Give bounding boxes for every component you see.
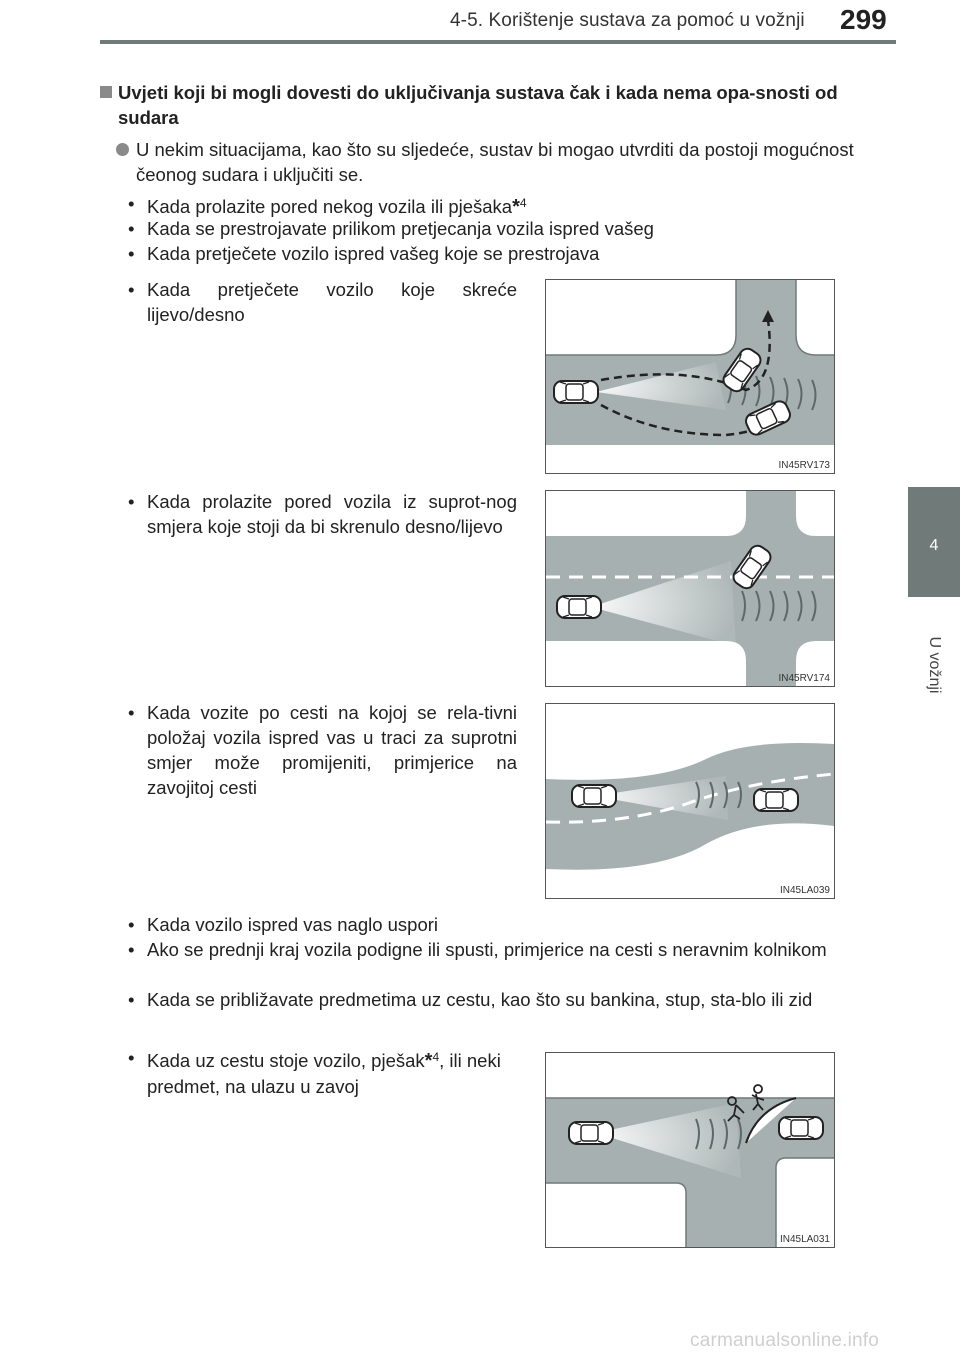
figure-overtaking-turning-vehicle bbox=[545, 279, 835, 474]
list-item-text: Kada pretječete vozilo koje skreće lijevo/desno bbox=[147, 279, 517, 325]
bullet: • bbox=[128, 1047, 135, 1068]
list-item-text: Ako se prednji kraj vozila podigne ili spusti, primjerice na cesti s neravnim kolnikom bbox=[147, 939, 827, 960]
list-item bbox=[128, 489, 517, 539]
bullet: • bbox=[128, 193, 135, 214]
road-illustration bbox=[546, 491, 834, 686]
page-number: 299 bbox=[840, 4, 887, 35]
square-bullet-icon bbox=[100, 86, 112, 98]
list-item-text: Kada vozite po cesti na kojoj se rela-tivni položaj vozila ispred vas u traci za suprotni smjer može promijeniti, primjerice na zavojitoj cesti bbox=[147, 702, 517, 798]
list-item-text: Kada prolazite pored vozila iz suprot-nog smjera koje stoji da bi skrenulo desno/lijevo bbox=[147, 491, 517, 537]
road-illustration bbox=[546, 280, 834, 473]
bullet: • bbox=[128, 279, 135, 300]
figure-code: IN45LA031 bbox=[779, 1234, 830, 1245]
list-item bbox=[128, 1045, 523, 1099]
bullet: • bbox=[128, 702, 135, 723]
list-item bbox=[128, 216, 868, 241]
round-bullet-icon bbox=[116, 143, 129, 156]
bullet: • bbox=[128, 243, 135, 264]
chapter-title-text: U vožnji bbox=[926, 636, 943, 694]
car-icon bbox=[569, 1122, 613, 1144]
road-illustration bbox=[546, 704, 834, 898]
footnote-star: * bbox=[512, 196, 520, 218]
list-item bbox=[128, 241, 868, 266]
intro-paragraph bbox=[116, 137, 870, 187]
watermark: carmanualsonline.info bbox=[690, 1330, 880, 1351]
section-reference: 4-5. Korištenje sustava za pomoć u vožnji bbox=[450, 10, 805, 31]
list-item-text: Kada uz cestu stoje vozilo, pješak bbox=[147, 1050, 425, 1071]
list-item-text: Kada se prestrojavate prilikom pretjecanja vozila ispred vašeg bbox=[147, 218, 654, 239]
figure-code: IN45LA039 bbox=[779, 885, 830, 896]
bullet: • bbox=[128, 939, 135, 960]
header-rule bbox=[100, 40, 896, 44]
figure-curved-road bbox=[545, 703, 835, 899]
footnote-star: * bbox=[424, 1050, 433, 1072]
bullet: • bbox=[128, 989, 135, 1010]
figure-code: IN45RV174 bbox=[778, 673, 830, 684]
footnote-ref: 4 bbox=[519, 196, 527, 210]
list-item-text: Kada pretječete vozilo ispred vašeg koje se prestrojava bbox=[147, 243, 600, 264]
car-icon bbox=[779, 1117, 823, 1139]
bullet: • bbox=[128, 218, 135, 239]
list-item-text-continued: , ili neki predmet, na ulazu u zavoj bbox=[147, 1050, 501, 1097]
list-item-text: Kada prolazite pored nekog vozila ili pješaka bbox=[147, 196, 513, 217]
list-item-text: Kada vozilo ispred vas naglo uspori bbox=[147, 914, 439, 935]
chapter-number: 4 bbox=[929, 537, 939, 554]
list-item-text: Kada se približavate predmetima uz cestu, kao što su bankina, stup, sta-blo ili zid bbox=[147, 989, 813, 1010]
list-item bbox=[128, 700, 517, 800]
chapter-title bbox=[912, 620, 956, 710]
car-icon bbox=[572, 785, 616, 807]
chapter-tab bbox=[908, 487, 960, 597]
list-item bbox=[128, 937, 856, 962]
section-heading-text: Uvjeti koji bi mogli dovesti do uključivanja sustava čak i kada nema opa-snosti od sudara bbox=[118, 82, 838, 128]
bullet: • bbox=[128, 491, 135, 512]
figure-code: IN45RV173 bbox=[778, 460, 830, 471]
figure-curve-entry bbox=[545, 1052, 835, 1248]
footnote-ref: 4 bbox=[432, 1050, 440, 1064]
list-item bbox=[128, 912, 868, 937]
road-illustration bbox=[546, 1053, 834, 1247]
car-icon bbox=[557, 596, 601, 618]
bullet: • bbox=[128, 914, 135, 935]
car-icon bbox=[754, 789, 798, 811]
figure-oncoming-turning-vehicle bbox=[545, 490, 835, 687]
car-icon bbox=[554, 381, 598, 403]
intro-text: U nekim situacijama, kao što su sljedeće, sustav bi mogao utvrditi da postoji mogućnost čeonog sudara i uključiti se. bbox=[136, 139, 854, 185]
list-item bbox=[128, 987, 856, 1012]
section-heading bbox=[100, 80, 870, 130]
list-item bbox=[128, 277, 517, 327]
